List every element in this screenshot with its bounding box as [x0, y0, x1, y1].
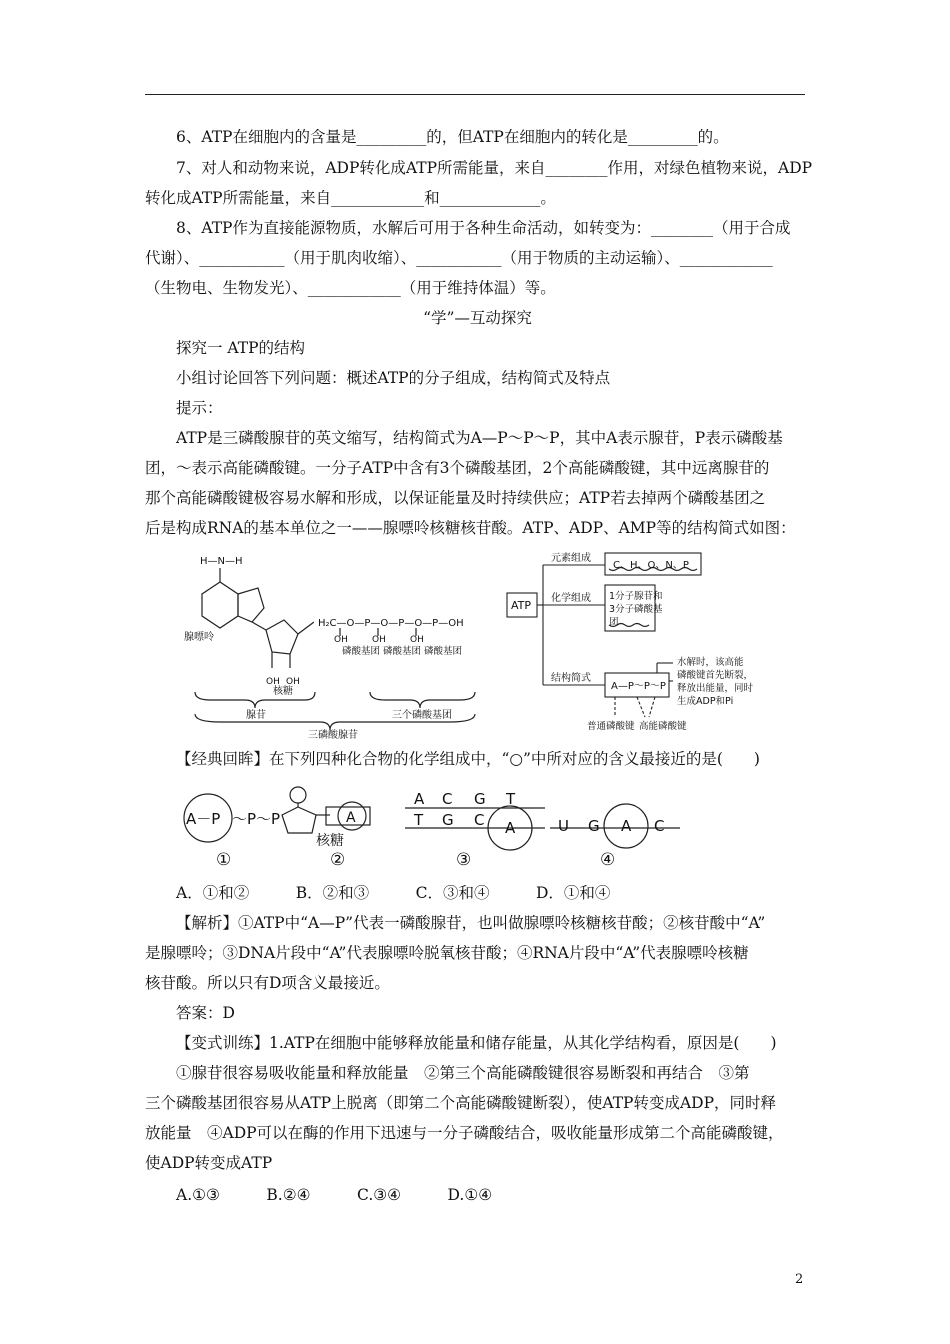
normal-bond-label: 普通磷酸键: [587, 721, 635, 732]
high-bond-label: 高能磷酸键: [639, 721, 687, 732]
chem-content: 团: [609, 617, 619, 628]
dna-top-base: G: [474, 790, 486, 808]
section-title: “学”—互动探究: [423, 309, 532, 327]
elements-value: C、H、O、N、P: [613, 560, 689, 571]
ribose-label: 核糖: [273, 686, 293, 697]
text-line: 小组讨论回答下列问题：概述ATP的分子组成，结构简式及特点: [176, 369, 611, 387]
chem-content: 1分子腺苷和: [609, 591, 663, 602]
text-line: 转化成ATP所需能量，来自____________和_____________。: [145, 189, 556, 207]
answer-line: 答案：D: [176, 1004, 235, 1022]
header-rule: [145, 94, 805, 95]
text-line: 【解析】①ATP中“A—P”代表一磷酸腺苷，也叫做腺嘌呤核糖核苷酸；②核苷酸中“A”: [176, 914, 766, 932]
chem-content: 3分子磷酸基: [609, 604, 663, 615]
atp-box-label: ATP: [511, 599, 532, 612]
dna-top-base: T: [506, 790, 516, 808]
text-line: 使ADP转变成ATP: [145, 1154, 273, 1172]
svg-text:OH: OH: [410, 635, 424, 645]
svg-text:H₂C—O—P—O—P—O—P—OH: H₂C—O—P—O—P—O—P—OH: [318, 618, 464, 629]
hydrolysis-note: 磷酸键首先断裂，: [677, 670, 754, 681]
compound-label: ③: [456, 850, 472, 870]
element-label: 元素组成: [551, 553, 591, 564]
dna-bottom-base: A: [505, 819, 516, 837]
text-line: 代谢）、___________（用于肌肉收缩）、___________（用于物质的主动运输）、____________: [145, 249, 773, 267]
text-line: 放能量 ④ADP可以在酶的作用下迅速与一分子磷酸结合，吸收能量形成第二个高能磷酸键，: [145, 1124, 784, 1142]
dna-bottom-base: C: [474, 811, 485, 829]
page-number: 2: [795, 1272, 804, 1287]
options-line: A．①和② B．②和③ C．③和④ D．①和④: [176, 884, 611, 902]
question-line: 【变式训练】1.ATP在细胞中能够释放能量和储存能量，从其化学结构看，原因是( ): [176, 1034, 777, 1052]
text-line: 7、对人和动物来说，ADP转化成ATP所需能量，来自________作用，对绿色植物来说，ADP: [176, 159, 813, 177]
text-line: 三个磷酸基团很容易从ATP上脱离（即第二个高能磷酸键断裂），使ATP转变成ADP，同时释: [145, 1094, 777, 1112]
options-line: A.①③ B.②④ C.③④ D.①④: [176, 1186, 493, 1204]
struct-label: 结构简式: [551, 673, 591, 684]
text-line: 6、ATP在细胞内的含量是_________的，但ATP在细胞内的转化是_________的。: [176, 128, 729, 146]
hydrolysis-note: 生成ADP和Pi: [677, 696, 734, 707]
compounds-figure: [180, 785, 690, 870]
atp-name-label: 三磷酸腺苷: [308, 730, 358, 740]
chem-label: 化学组成: [551, 593, 591, 604]
compound-label: ②: [330, 850, 346, 870]
nh2-label: H—N—H: [200, 556, 243, 567]
dna-bottom-base: T: [414, 811, 424, 829]
subsection-heading: 探究一 ATP的结构: [176, 339, 306, 357]
rna-base: G: [588, 817, 600, 835]
adenine-label: 腺嘌呤: [184, 632, 214, 643]
text-line: 核苷酸。所以只有D项含义最接近。: [145, 974, 390, 992]
rna-base: C: [654, 817, 665, 835]
text-line: 那个高能磷酸键极容易水解和形成，以保证能量及时持续供应；ATP若去掉两个磷酸基团之: [145, 489, 766, 507]
dna-bottom-base: G: [442, 811, 454, 829]
text-line: 提示：: [176, 399, 223, 417]
compound-label: ①: [216, 850, 232, 870]
compound1-tail: ～P～P: [232, 810, 281, 828]
atp-structure-figure: [180, 550, 510, 740]
phosphate-groups-label: 磷酸基团 磷酸基团 磷酸基团: [342, 646, 463, 657]
text-line: 团，～表示高能磷酸键。一分子ATP中含有3个磷酸基团，2个高能磷酸键，其中远离腺苷的: [145, 459, 770, 477]
rna-base: A: [621, 817, 632, 835]
rna-base: U: [558, 817, 569, 835]
hydrolysis-note: 释放出能量，同时: [677, 683, 754, 694]
text-line: ①腺苷很容易吸收能量和释放能量 ②第三个高能磷酸键很容易断裂和再结合 ③第: [176, 1064, 750, 1082]
svg-text:OH: OH: [334, 635, 348, 645]
text-line: （生物电、生物发光）、____________（用于维持体温）等。: [145, 279, 556, 297]
text-line: 8、ATP作为直接能源物质，水解后可用于各种生命活动，如转变为：________（用于合成: [176, 219, 791, 237]
compound2-ribose: 核糖: [316, 833, 344, 849]
text-line: ATP是三磷酸腺苷的英文缩写，结构简式为A—P～P～P，其中A表示腺苷，P表示磷酸基: [176, 429, 783, 447]
text-line: 是腺嘌呤；③DNA片段中“A”代表腺嘌呤脱氧核苷酸；④RNA片段中“A”代表腺嘌呤核糖: [145, 944, 749, 962]
hydrolysis-note: 水解时，该高能: [677, 657, 744, 668]
svg-text:OH: OH: [372, 635, 386, 645]
compound1-formula: A－P: [186, 810, 221, 828]
compound-label: ④: [600, 850, 616, 870]
three-phosphates-label: 三个磷酸基团: [392, 710, 452, 721]
text-line: 后是构成RNA的基本单位之一——腺嘌呤核糖核苷酸。ATP、ADP、AMP等的结构简式如图：: [145, 519, 796, 537]
svg-text:OH: OH: [286, 677, 300, 687]
struct-formula: A—P～P～P: [611, 681, 666, 692]
dna-top-base: A: [414, 790, 425, 808]
dna-top-base: C: [442, 790, 453, 808]
question-line: 【经典回眸】在下列四种化合物的化学组成中，“○”中所对应的含义最接近的是( ): [176, 750, 760, 768]
atp-composition-diagram: [505, 545, 805, 740]
adenosine-label: 腺苷: [246, 710, 266, 721]
svg-text:OH: OH: [266, 677, 280, 687]
compound2-base: A: [346, 810, 356, 826]
